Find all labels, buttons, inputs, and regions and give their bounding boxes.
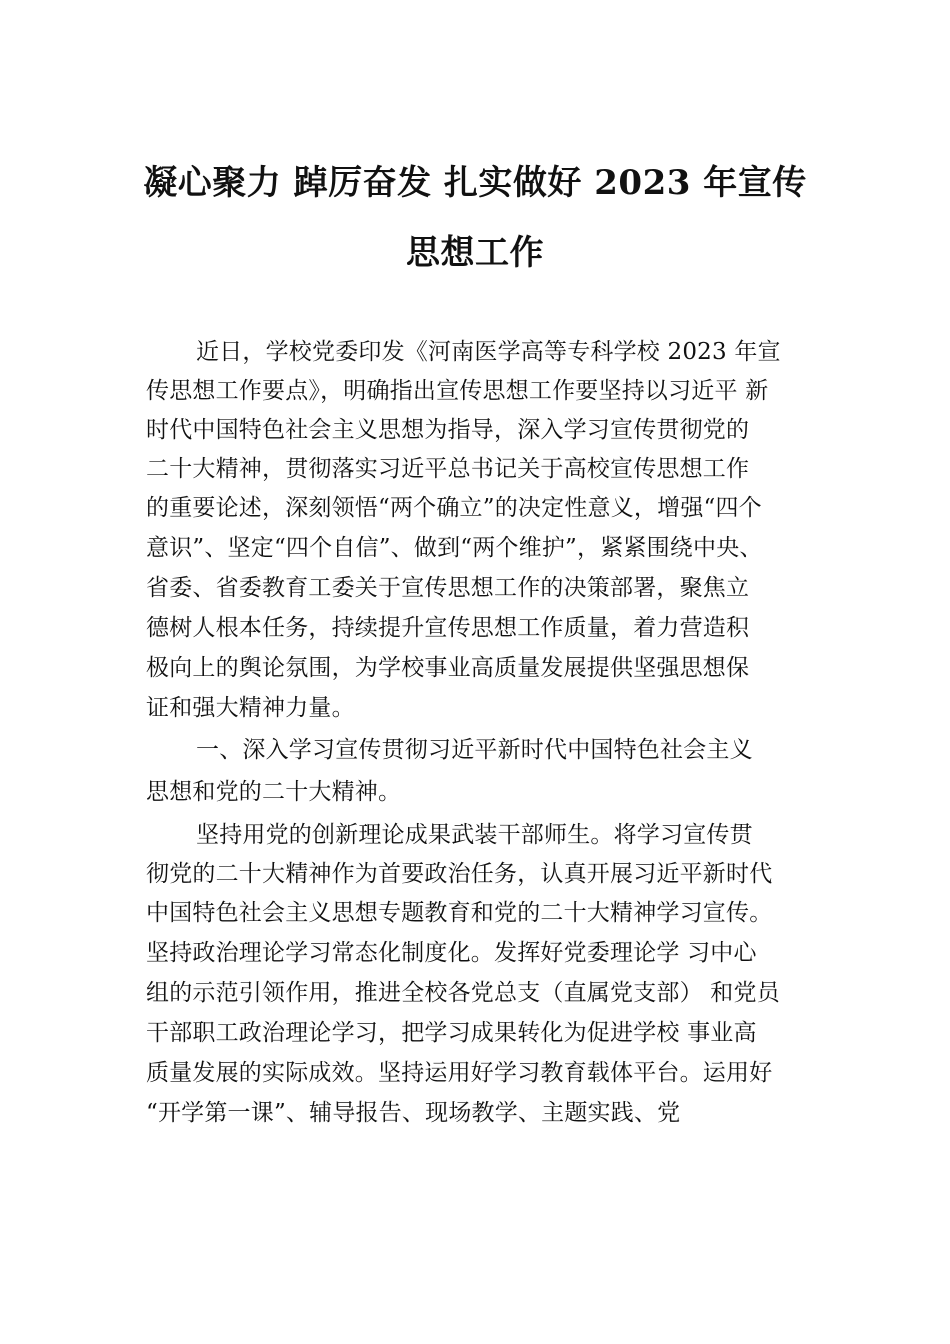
paragraph-line: “开学第一课”、辅导报告、现场教学、主题实践、党 <box>146 1100 681 1126</box>
paragraph-line: 极向上的舆论氛围，为学校事业高质量发展提供坚强思想保 <box>146 655 750 681</box>
document-title-line-2: 思想工作 <box>406 233 544 273</box>
paragraph-line: 德树人根本任务，持续提升宣传思想工作质量，着力营造积 <box>146 615 750 641</box>
paragraph-line: 的重要论述，深刻领悟“两个确立”的决定性意义，增强“四个 <box>146 495 762 521</box>
paragraph-line: 干部职工政治理论学习，把学习成果转化为促进学校 事业高 <box>146 1020 757 1046</box>
paragraph-line: 传思想工作要点》，明确指出宣传思想工作要坚持以习近平 新 <box>146 378 769 404</box>
paragraph-line: 时代中国特色社会主义思想为指导，深入学习宣传贯彻党的 <box>146 417 750 443</box>
paragraph-line: 坚持用党的创新理论成果武装干部师生。将学习宣传贯 <box>196 822 753 848</box>
paragraph-line: 组的示范引领作用，推进全校各党总支（直属党支部） 和党员 <box>146 980 780 1006</box>
paragraph-line: 意识”、坚定“四个自信”、做到“两个维护”，紧紧围绕中央、 <box>146 535 763 561</box>
section-heading-line: 一、深入学习宣传贯彻习近平新时代中国特色社会主义 <box>196 737 753 763</box>
document-title-line-1: 凝心聚力 踔厉奋发 扎实做好 2023 年宣传 <box>143 163 807 203</box>
paragraph-line: 证和强大精神力量。 <box>146 695 355 721</box>
paragraph-line: 省委、省委教育工委关于宣传思想工作的决策部署，聚焦立 <box>146 575 750 601</box>
paragraph-line: 质量发展的实际成效。坚持运用好学习教育载体平台。运用好 <box>146 1060 773 1086</box>
paragraph-line: 近日，学校党委印发《河南医学高等专科学校 2023 年宣 <box>196 339 781 365</box>
paragraph-line: 彻党的二十大精神作为首要政治任务，认真开展习近平新时代 <box>146 861 773 887</box>
paragraph-line: 二十大精神，贯彻落实习近平总书记关于高校宣传思想工作 <box>146 456 750 482</box>
section-heading-line: 思想和党的二十大精神。 <box>146 779 402 805</box>
paragraph-line: 坚持政治理论学习常态化制度化。发挥好党委理论学 习中心 <box>146 940 757 966</box>
paragraph-line: 中国特色社会主义思想专题教育和党的二十大精神学习宣传。 <box>146 900 773 926</box>
